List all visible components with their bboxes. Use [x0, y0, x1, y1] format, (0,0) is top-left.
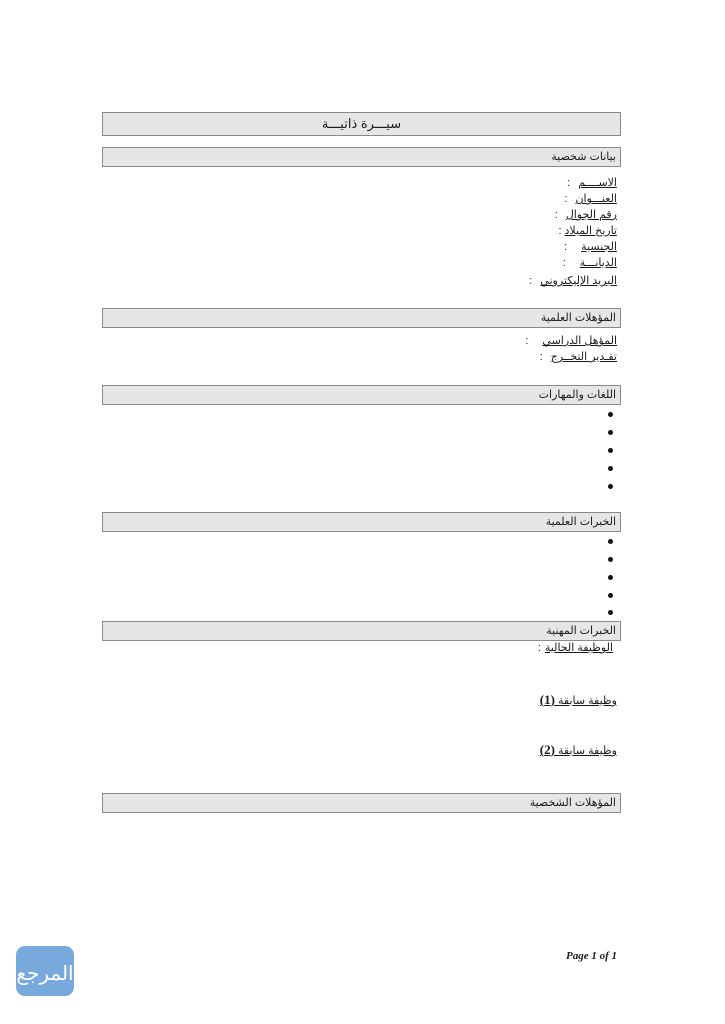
colon: : [554, 209, 558, 221]
colon: : [567, 177, 571, 189]
bullet-icon [608, 412, 613, 417]
colon: : [529, 275, 533, 287]
previous-job-1-label: وظيفة سابقة [558, 695, 617, 707]
bullet-icon [608, 466, 613, 471]
logo-text: المرجع [16, 961, 74, 985]
field-grade-label: تقـدير التخــرج [550, 351, 617, 363]
previous-job-2 [540, 742, 617, 758]
bullet-icon [608, 610, 613, 615]
bullet-icon [608, 557, 613, 562]
section-personal [102, 147, 621, 167]
bullet-icon [608, 593, 613, 598]
field-birthdate [558, 225, 617, 238]
previous-job-1-number: (1) [539, 692, 555, 707]
field-birthdate-label: تاريخ الميلاد [564, 225, 617, 237]
bullet-icon [608, 484, 613, 489]
field-mobile-label: رقم الجوال [565, 209, 617, 221]
field-nationality-label: الجنسية [581, 241, 617, 253]
colon: : [525, 335, 529, 347]
section-professional-experience-label: الخبرات المهنية [546, 625, 616, 637]
field-current-job-label: الوظيفة الحالية [544, 642, 613, 654]
field-current-job [538, 642, 613, 655]
field-religion [563, 257, 617, 270]
section-scientific-experience-label: الخبرات العلمية [545, 516, 616, 528]
bullet-icon [608, 448, 613, 453]
section-personal-qualifications-label: المؤهلات الشخصية [529, 797, 616, 809]
previous-job-2-label: وظيفة سابقة [558, 745, 617, 757]
page-number: Page 1 of 1 [565, 950, 617, 962]
section-languages [102, 385, 621, 405]
section-professional-experience [102, 621, 621, 641]
previous-job-1 [540, 692, 617, 708]
field-name [567, 177, 617, 190]
field-address [564, 193, 617, 206]
section-qualifications [102, 308, 621, 328]
section-personal-qualifications [102, 793, 621, 813]
cv-title [102, 112, 621, 136]
field-degree-label: المؤهل الدراسي [542, 335, 617, 347]
field-nationality [564, 241, 617, 254]
colon: : [562, 257, 566, 269]
bullet-icon [608, 430, 613, 435]
colon: : [537, 642, 541, 654]
colon: : [558, 225, 562, 237]
field-religion-label: الديانـــة [579, 257, 617, 269]
field-name-label: الاســــم [578, 177, 617, 189]
field-email-label: البريد الإليكتروني [540, 275, 617, 287]
section-scientific-experience [102, 512, 621, 532]
previous-job-2-number: (2) [539, 742, 555, 757]
field-degree [525, 335, 617, 348]
section-qualifications-label: المؤهلات العلمية [540, 312, 616, 324]
bullet-icon [608, 575, 613, 580]
bullet-icon [608, 539, 613, 544]
colon: : [564, 241, 568, 253]
section-personal-label: بيانات شخصية [551, 151, 616, 163]
field-grade [540, 351, 617, 364]
colon: : [564, 193, 568, 205]
field-email [529, 275, 617, 288]
field-address-label: العنـــوان [575, 193, 617, 205]
cv-title-text: سيـــرة ذاتيـــة [321, 116, 402, 131]
site-logo-icon [16, 946, 74, 996]
section-languages-label: اللغات والمهارات [538, 389, 616, 401]
colon: : [539, 351, 543, 363]
field-mobile [555, 209, 617, 222]
